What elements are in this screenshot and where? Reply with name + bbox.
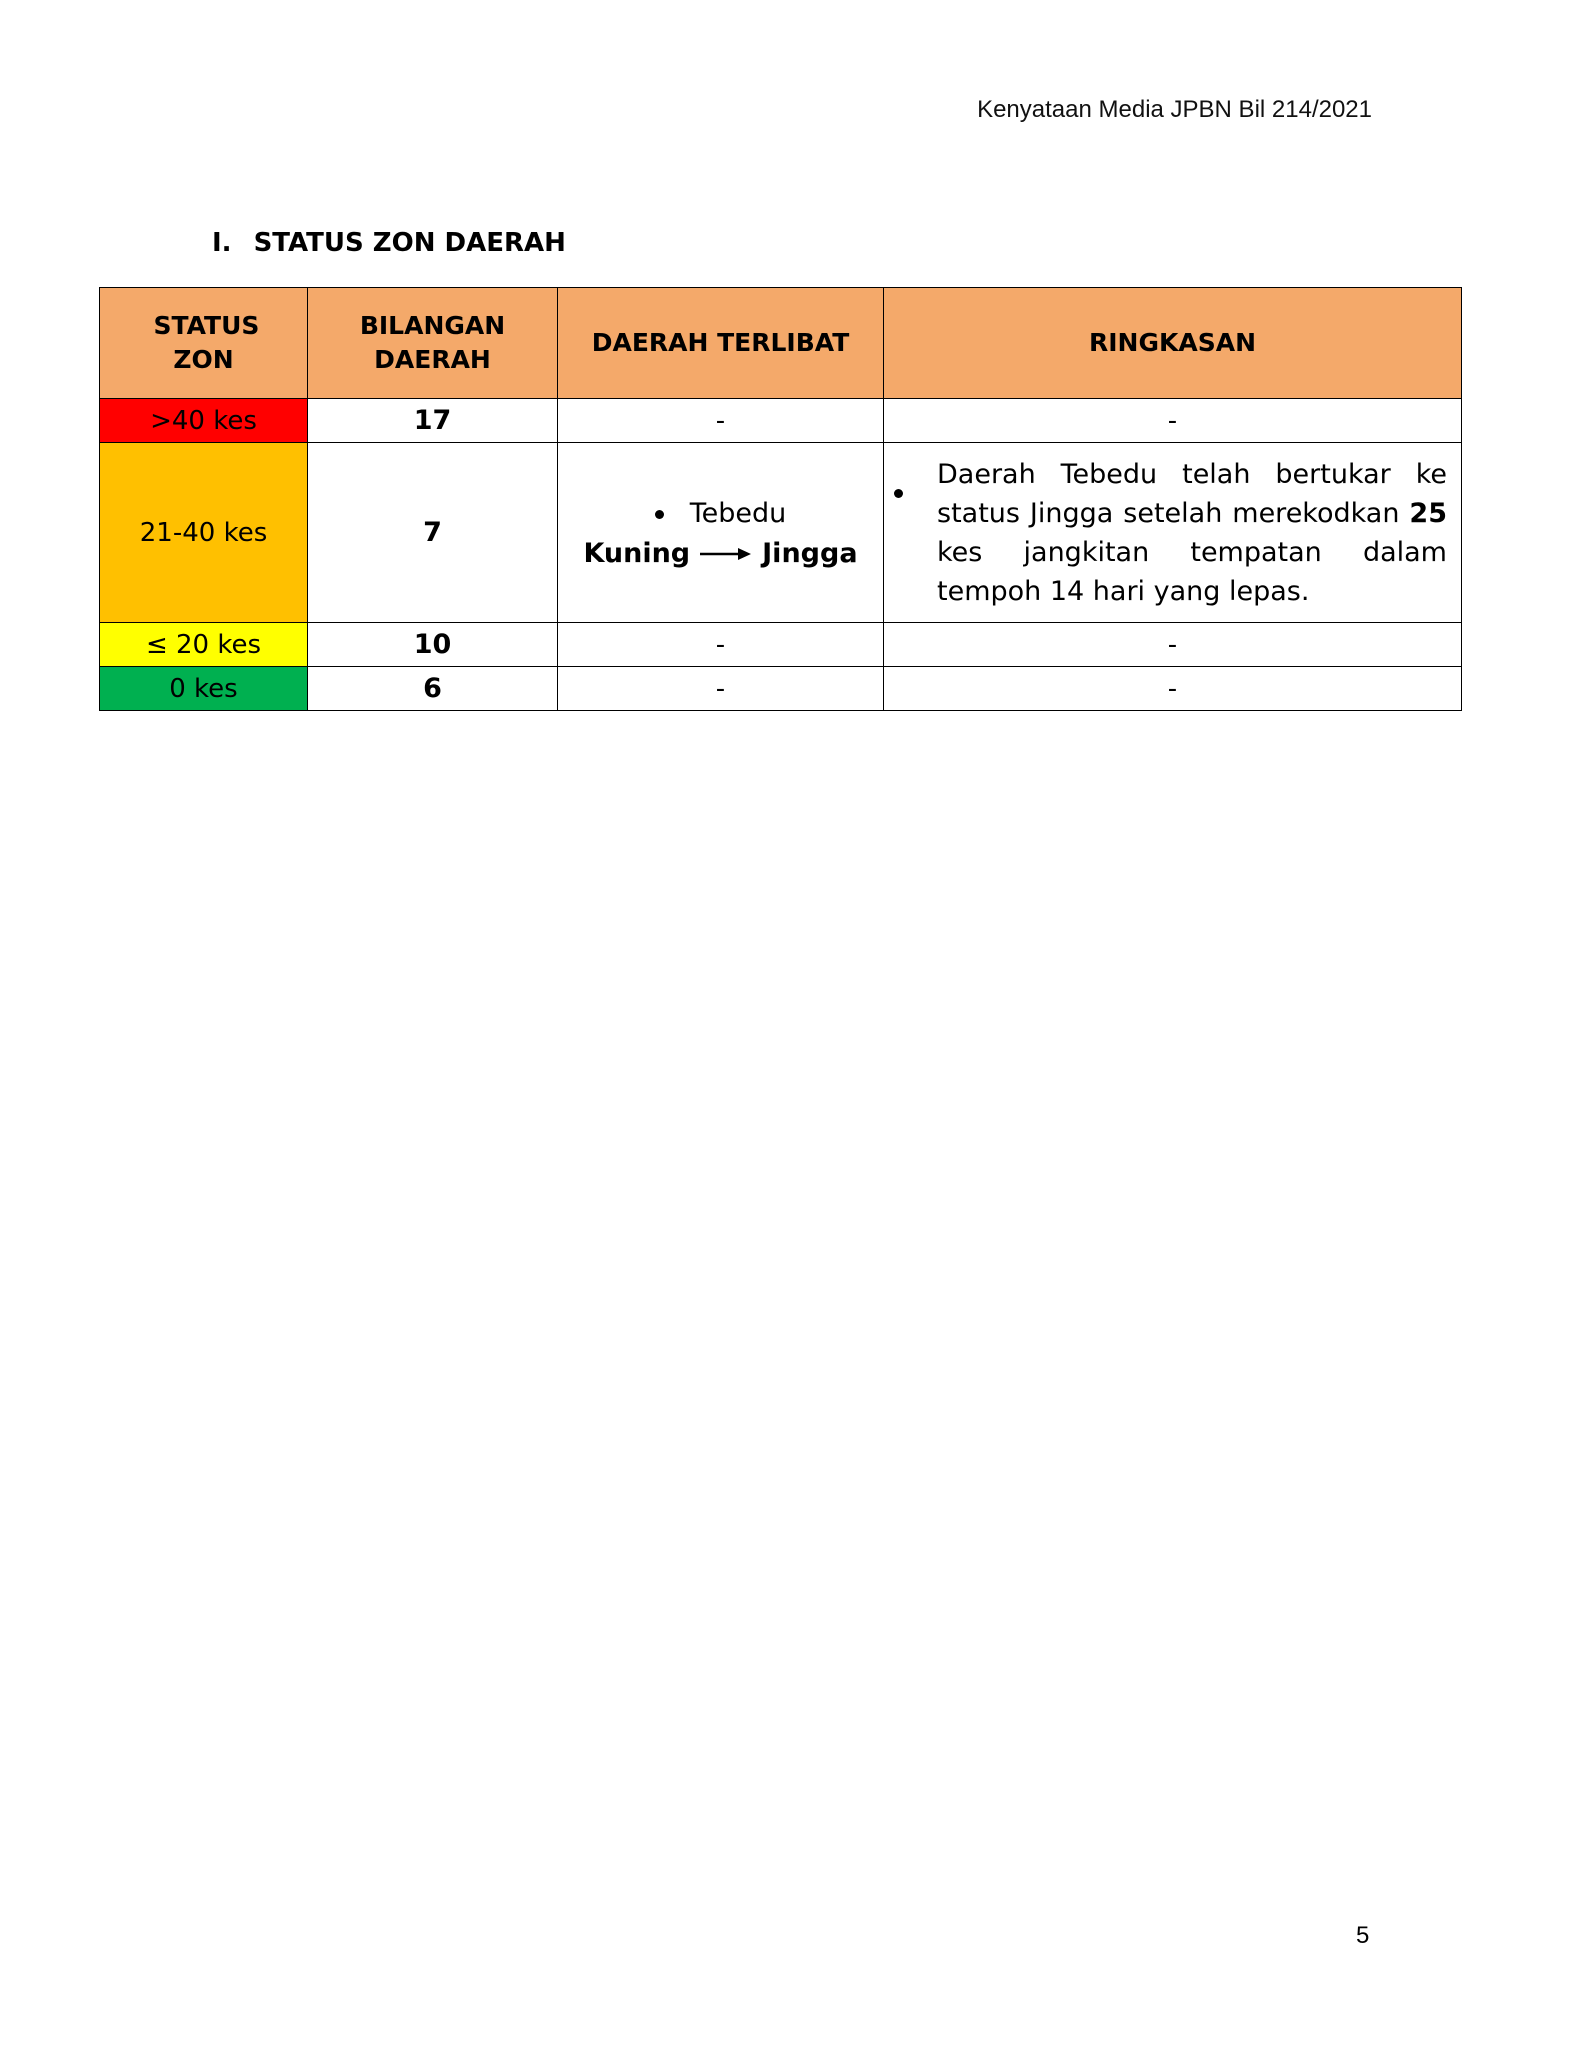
table-header-row — [100, 288, 1462, 399]
district-list-item — [655, 494, 787, 534]
district-change — [568, 491, 873, 575]
header-district-count — [308, 288, 558, 399]
status-zone-green: 0 kes — [100, 667, 308, 711]
summary-list-item — [894, 449, 1451, 617]
table-row — [100, 399, 1462, 443]
section-title: STATUS ZON DAERAH — [253, 228, 566, 258]
status-zone-orange: 21-40 kes — [100, 443, 308, 623]
summary — [884, 443, 1462, 623]
page-number: 5 — [1356, 1922, 1370, 1949]
header-district-count-label: BILANGAN DAERAH — [359, 311, 506, 374]
table-row — [100, 443, 1462, 623]
section-heading — [212, 228, 566, 258]
arrow-right-icon — [700, 546, 752, 562]
summary-case-count: 25 — [1409, 497, 1447, 529]
summary-text-after: kes jangkitan tempatan dalam tempoh 14 hari yang lepas. — [937, 536, 1447, 607]
districts-involved: - — [558, 623, 884, 667]
table-row — [100, 623, 1462, 667]
to-status: Jingga — [762, 538, 858, 570]
district-count: 17 — [308, 399, 558, 443]
districts-involved: - — [558, 399, 884, 443]
summary: - — [884, 623, 1462, 667]
zone-status-table — [99, 287, 1462, 711]
summary: - — [884, 399, 1462, 443]
districts-involved: - — [558, 667, 884, 711]
bullet-icon — [894, 489, 903, 498]
running-header: Kenyataan Media JPBN Bil 214/2021 — [977, 96, 1372, 123]
summary: - — [884, 667, 1462, 711]
header-summary: RINGKASAN — [884, 288, 1462, 399]
table-row — [100, 667, 1462, 711]
header-districts-involved: DAERAH TERLIBAT — [558, 288, 884, 399]
status-zone-red: >40 kes — [100, 399, 308, 443]
bullet-icon — [655, 510, 664, 519]
summary-text — [937, 455, 1447, 611]
districts-involved — [558, 443, 884, 623]
district-count: 7 — [308, 443, 558, 623]
district-name: Tebedu — [689, 498, 787, 530]
from-status: Kuning — [583, 538, 691, 570]
header-status-zone — [100, 288, 308, 399]
district-count: 10 — [308, 623, 558, 667]
header-status-zone-label: STATUS ZON — [153, 311, 260, 374]
status-transition — [583, 534, 857, 574]
status-zone-yellow: ≤ 20 kes — [100, 623, 308, 667]
summary-text-before: Daerah Tebedu telah bertukar ke status Jingga setelah merekodkan — [937, 458, 1447, 529]
section-number: I. — [212, 228, 232, 258]
district-count: 6 — [308, 667, 558, 711]
